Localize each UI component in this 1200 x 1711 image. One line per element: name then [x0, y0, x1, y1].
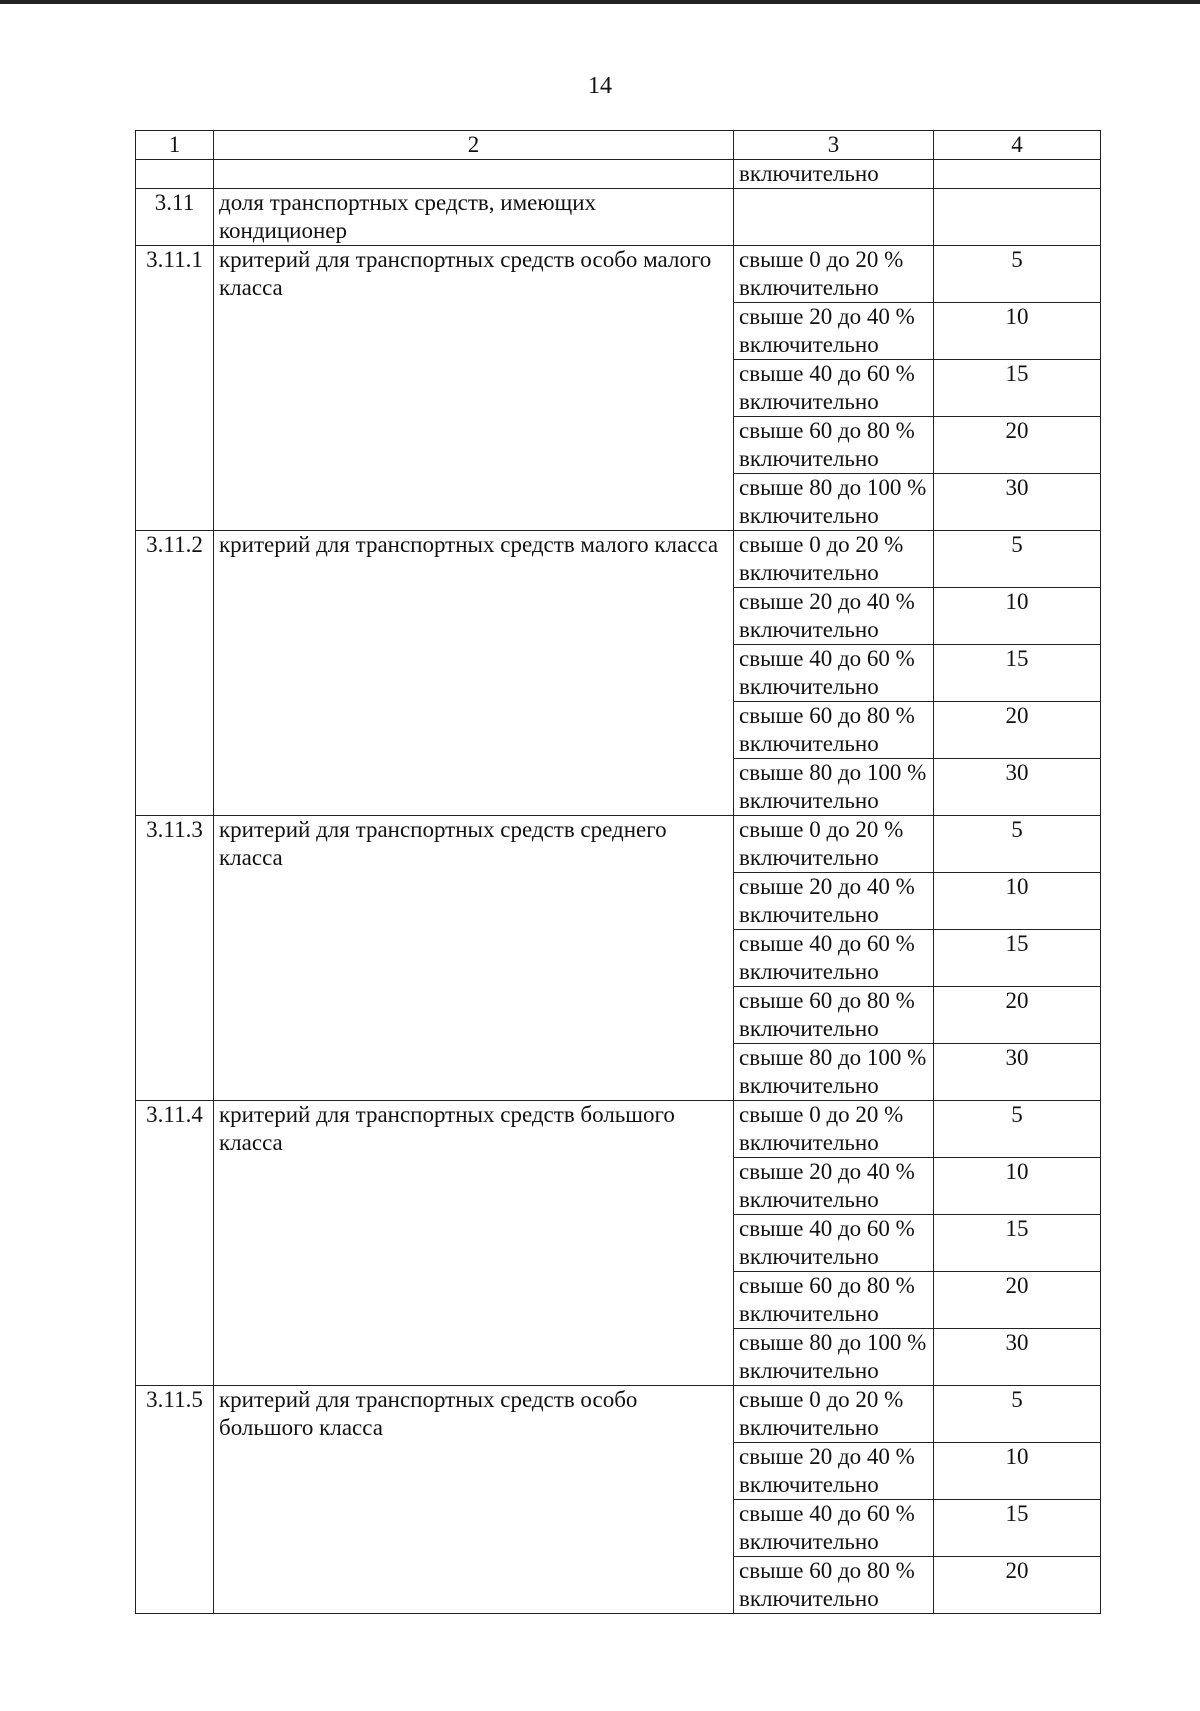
range-value: свыше 0 до 20 %	[739, 1387, 904, 1412]
criterion-description: критерий для транспортных средств особо малого класса	[214, 246, 734, 531]
range-inclusive-label: включительно	[739, 1130, 879, 1155]
criterion-description: критерий для транспортных средств особо большого класса	[214, 1386, 734, 1614]
score-value: 30	[934, 1329, 1101, 1386]
score-value: 10	[934, 1158, 1101, 1215]
score-value: 15	[934, 360, 1101, 417]
range-cell	[734, 1500, 934, 1557]
range-cell	[734, 474, 934, 531]
column-header-1: 1	[136, 131, 214, 160]
range-value: свыше 60 до 80 %	[739, 418, 915, 443]
range-cell	[734, 645, 934, 702]
range-value: свыше 20 до 40 %	[739, 589, 915, 614]
score-value: 15	[934, 930, 1101, 987]
criterion-description: критерий для транспортных средств большого класса	[214, 1101, 734, 1386]
criterion-row	[136, 1101, 1101, 1158]
range-value: свыше 0 до 20 %	[739, 532, 904, 557]
range-inclusive-label: включительно	[739, 1073, 879, 1098]
column-header-2: 2	[214, 131, 734, 160]
range-value: свыше 60 до 80 %	[739, 988, 915, 1013]
range-cell	[734, 303, 934, 360]
continuation-row	[136, 160, 1101, 189]
range-cell	[734, 588, 934, 645]
section-number: 3.11	[136, 189, 214, 246]
criterion-number: 3.11.5	[136, 1386, 214, 1614]
range-value: свыше 80 до 100 %	[739, 760, 927, 785]
range-cell	[734, 1044, 934, 1101]
range-cell	[734, 702, 934, 759]
score-value: 20	[934, 417, 1101, 474]
range-inclusive-label: включительно	[739, 788, 879, 813]
criterion-number: 3.11.1	[136, 246, 214, 531]
range-cell	[734, 873, 934, 930]
criteria-table	[135, 130, 1101, 1614]
range-inclusive-label: включительно	[739, 731, 879, 756]
range-inclusive-label: включительно	[739, 845, 879, 870]
range-value: свыше 60 до 80 %	[739, 1273, 915, 1298]
range-value: свыше 20 до 40 %	[739, 1444, 915, 1469]
score-value: 10	[934, 303, 1101, 360]
range-cell	[734, 987, 934, 1044]
score-value: 20	[934, 1272, 1101, 1329]
criterion-row	[136, 1386, 1101, 1443]
range-inclusive-label: включительно	[739, 1244, 879, 1269]
range-value: свыше 80 до 100 %	[739, 475, 927, 500]
range-inclusive-label: включительно	[739, 959, 879, 984]
range-value: свыше 80 до 100 %	[739, 1045, 927, 1070]
range-cell	[734, 1101, 934, 1158]
score-value: 15	[934, 1215, 1101, 1272]
score-value: 5	[934, 1386, 1101, 1443]
score-value: 10	[934, 588, 1101, 645]
section-range-cell	[734, 189, 934, 246]
page-number: 14	[588, 73, 612, 99]
criterion-description: критерий для транспортных средств среднего класса	[214, 816, 734, 1101]
score-value: 5	[934, 1101, 1101, 1158]
range-cell	[734, 759, 934, 816]
range-cell	[734, 1272, 934, 1329]
range-value: свыше 40 до 60 %	[739, 646, 915, 671]
criterion-number: 3.11.2	[136, 531, 214, 816]
score-value: 15	[934, 1500, 1101, 1557]
range-cell	[734, 1329, 934, 1386]
score-value: 30	[934, 474, 1101, 531]
range-value: свыше 20 до 40 %	[739, 1159, 915, 1184]
score-value: 15	[934, 645, 1101, 702]
range-inclusive-label: включительно	[739, 902, 879, 927]
score-value: 30	[934, 1044, 1101, 1101]
range-cell	[734, 360, 934, 417]
range-cell	[734, 531, 934, 588]
range-cell	[734, 930, 934, 987]
criterion-number: 3.11.3	[136, 816, 214, 1101]
score-value: 20	[934, 1557, 1101, 1614]
criterion-row	[136, 816, 1101, 873]
range-value: свыше 0 до 20 %	[739, 1102, 904, 1127]
range-inclusive-label: включительно	[739, 1472, 879, 1497]
range-inclusive-label: включительно	[739, 1529, 879, 1554]
score-value: 20	[934, 702, 1101, 759]
range-inclusive-label: включительно	[739, 446, 879, 471]
criterion-row	[136, 246, 1101, 303]
range-value: свыше 20 до 40 %	[739, 304, 915, 329]
range-inclusive-label: включительно	[739, 1016, 879, 1041]
section-row	[136, 189, 1101, 246]
range-value: свыше 60 до 80 %	[739, 703, 915, 728]
section-score-cell	[934, 189, 1101, 246]
range-cell	[734, 816, 934, 873]
range-value: свыше 60 до 80 %	[739, 1558, 915, 1583]
column-header-3: 3	[734, 131, 934, 160]
score-value: 10	[934, 873, 1101, 930]
scan-top-edge	[0, 0, 1200, 4]
score-value: 30	[934, 759, 1101, 816]
continuation-range-cell: включительно	[734, 160, 934, 189]
score-value: 5	[934, 531, 1101, 588]
score-value: 20	[934, 987, 1101, 1044]
range-inclusive-label: включительно	[739, 560, 879, 585]
range-value: свыше 0 до 20 %	[739, 817, 904, 842]
range-value: свыше 40 до 60 %	[739, 931, 915, 956]
range-value: свыше 20 до 40 %	[739, 874, 915, 899]
criterion-row	[136, 531, 1101, 588]
continuation-score-cell	[934, 160, 1101, 189]
range-cell	[734, 1557, 934, 1614]
range-inclusive-label: включительно	[739, 275, 879, 300]
range-inclusive-label: включительно	[739, 1586, 879, 1611]
column-header-row	[136, 131, 1101, 160]
range-inclusive-label: включительно	[739, 503, 879, 528]
range-cell	[734, 246, 934, 303]
range-cell	[734, 417, 934, 474]
criterion-description: критерий для транспортных средств малого класса	[214, 531, 734, 816]
score-value: 5	[934, 816, 1101, 873]
criterion-number: 3.11.4	[136, 1101, 214, 1386]
range-inclusive-label: включительно	[739, 1301, 879, 1326]
criteria-table-body	[136, 131, 1101, 1614]
range-inclusive-label: включительно	[739, 389, 879, 414]
score-value: 10	[934, 1443, 1101, 1500]
range-cell	[734, 1215, 934, 1272]
range-cell	[734, 1443, 934, 1500]
range-value: свыше 0 до 20 %	[739, 247, 904, 272]
range-cell	[734, 1158, 934, 1215]
range-value: свыше 40 до 60 %	[739, 361, 915, 386]
range-inclusive-label: включительно	[739, 1415, 879, 1440]
continuation-num-cell	[136, 160, 214, 189]
range-value: свыше 80 до 100 %	[739, 1330, 927, 1355]
range-inclusive-label: включительно	[739, 1358, 879, 1383]
range-inclusive-label: включительно	[739, 1187, 879, 1212]
range-inclusive-label: включительно	[739, 674, 879, 699]
section-title: доля транспортных средств, имеющих кондиционер	[214, 189, 734, 246]
range-cell	[734, 1386, 934, 1443]
continuation-criterion-cell	[214, 160, 734, 189]
range-value: свыше 40 до 60 %	[739, 1501, 915, 1526]
score-value: 5	[934, 246, 1101, 303]
range-inclusive-label: включительно	[739, 332, 879, 357]
range-value: свыше 40 до 60 %	[739, 1216, 915, 1241]
range-inclusive-label: включительно	[739, 617, 879, 642]
column-header-4: 4	[934, 131, 1101, 160]
